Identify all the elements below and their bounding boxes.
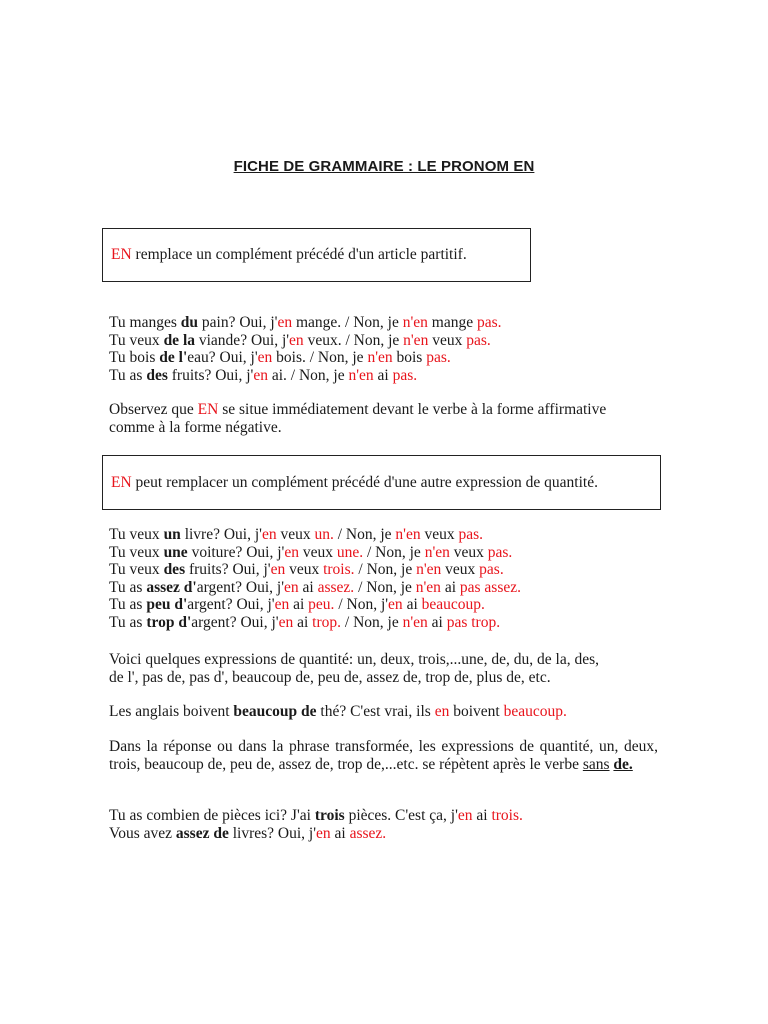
answer-text: ai — [427, 613, 447, 631]
emphasis-sans: sans — [582, 755, 610, 773]
final-examples — [109, 807, 668, 842]
question-text: Tu veux — [109, 561, 164, 579]
answer-text: veux — [276, 526, 315, 543]
question-text: Tu bois — [109, 349, 160, 367]
answer-text: ai — [330, 824, 350, 842]
emphasis-de: de. — [613, 755, 633, 773]
negative-en: n'en — [402, 314, 428, 331]
question-text: livre? Oui, j' — [180, 526, 262, 543]
answer-quantity: un. — [314, 526, 334, 543]
en-pronoun: en — [434, 703, 450, 720]
quantity-expression: trois — [314, 807, 345, 824]
answer-text: ai — [298, 578, 318, 596]
negative-quantity: pas. — [458, 526, 484, 543]
observation-paragraph — [109, 401, 668, 436]
example-line — [109, 825, 668, 843]
answer-text: / Non, je — [333, 526, 396, 543]
answer-text: veux — [298, 543, 337, 561]
answer-text: bois. / Non, je — [272, 349, 368, 367]
partitive-article: de la — [163, 331, 195, 349]
question-text: pain? Oui, j' — [198, 314, 278, 331]
en-pronoun: en — [289, 331, 304, 349]
answer-quantity: peu. — [308, 596, 335, 614]
en-pronoun: en — [278, 613, 294, 631]
en-pronoun: en — [316, 824, 331, 842]
quantity-expression: beaucoup de — [233, 703, 317, 720]
answer-text: bois — [392, 349, 427, 367]
answer-text: veux — [428, 331, 467, 349]
answer-text: ai — [373, 366, 393, 384]
en-keyword: EN — [197, 401, 219, 418]
question-text: Tu as — [109, 596, 147, 614]
example-text: boivent — [449, 703, 504, 720]
anglais-example — [109, 703, 668, 721]
answer-text: ai — [293, 613, 313, 631]
answer-text: / Non, j' — [334, 596, 389, 614]
partitive-article: de l' — [159, 349, 188, 367]
negative-quantity: pas trop. — [446, 613, 501, 631]
answer-text: ai. / Non, je — [267, 366, 349, 384]
example-line — [109, 349, 668, 367]
quantity-expression: assez d' — [146, 578, 197, 596]
example-line — [109, 614, 668, 632]
negative-quantity: beaucoup. — [421, 596, 485, 614]
question-text: Tu veux — [109, 331, 164, 349]
en-keyword: EN — [111, 246, 132, 263]
negative-quantity: pas. — [479, 561, 504, 579]
answer-text: / Non, je — [354, 578, 416, 596]
question-text: Tu as combien de pièces ici? J'ai — [109, 807, 315, 824]
question-text: pièces. C'est ça, j' — [344, 807, 458, 824]
rule-explanation-paragraph — [109, 738, 668, 773]
en-pronoun: en — [270, 561, 286, 579]
negative-en: n'en — [402, 613, 428, 631]
question-text: fruits? Oui, j' — [167, 366, 254, 384]
question-text: Tu veux — [109, 526, 164, 543]
example-line — [109, 332, 668, 350]
answer-quantity: assez. — [317, 578, 355, 596]
negative-en: n'en — [403, 331, 429, 349]
example-text: thé? C'est vrai, ils — [316, 703, 435, 720]
quantity-expressions-paragraph — [109, 651, 668, 686]
paragraph-line: Voici quelques expressions de quantité: un, deux, trois,...une, de, du, de la, des, — [109, 651, 600, 668]
en-pronoun: en — [274, 596, 290, 614]
answer-text: veux — [441, 561, 480, 579]
rule-box-partitive — [102, 228, 531, 282]
answer-text: veux — [420, 526, 459, 543]
quantity-expression: une — [163, 543, 188, 561]
en-keyword: EN — [111, 473, 132, 491]
observation-text: se situe immédiatement devant le verbe à la forme affirmative — [218, 401, 607, 418]
question-text: Tu as — [109, 578, 147, 596]
question-text: argent? Oui, j' — [196, 578, 285, 596]
negative-en: n'en — [395, 526, 421, 543]
example-line — [109, 367, 668, 385]
rule-text: peut remplacer un complément précédé d'une autre expression de quantité. — [131, 473, 598, 491]
en-pronoun: en — [284, 543, 299, 561]
answer-text: mange. / Non, je — [292, 314, 403, 331]
examples-partitive — [109, 314, 668, 384]
rule-box-quantity — [102, 455, 661, 510]
quantity-expression: des — [163, 561, 186, 579]
partitive-article: du — [180, 314, 199, 331]
example-line — [109, 596, 668, 614]
examples-quantity — [109, 526, 668, 632]
quantity-expression: peu d' — [146, 596, 188, 614]
answer-quantity: assez. — [349, 824, 387, 842]
example-line — [109, 544, 668, 562]
en-pronoun: en — [277, 314, 293, 331]
answer-text: ai — [402, 596, 422, 614]
example-text: Les anglais boivent — [109, 703, 234, 720]
answer-quantity: beaucoup. — [503, 703, 567, 720]
answer-text: ai — [440, 578, 460, 596]
answer-text: ai — [472, 807, 492, 824]
question-text: Tu manges — [109, 314, 181, 331]
question-text: viande? Oui, j' — [195, 331, 290, 349]
question-text: fruits? Oui, j' — [185, 561, 271, 579]
negative-en: n'en — [348, 366, 374, 384]
observation-text: Observez que — [109, 401, 198, 418]
example-line — [109, 579, 668, 597]
question-text: voiture? Oui, j' — [187, 543, 285, 561]
quantity-expression: assez de — [175, 824, 229, 842]
negative-en: n'en — [424, 543, 450, 561]
observation-text: comme à la forme négative. — [109, 418, 282, 436]
answer-quantity: trois. — [491, 807, 523, 824]
example-line — [109, 807, 668, 825]
answer-quantity: trop. — [312, 613, 342, 631]
negative-en: n'en — [416, 561, 442, 579]
answer-text: / Non, je — [363, 543, 425, 561]
question-text: Vous avez — [109, 824, 176, 842]
en-pronoun: en — [257, 349, 273, 367]
negation-pas: pas. — [426, 349, 451, 367]
answer-text: / Non, je — [341, 613, 403, 631]
question-text: eau? Oui, j' — [187, 349, 258, 367]
negative-quantity: pas. — [487, 543, 513, 561]
rule-text: remplace un complément précédé d'un article partitif. — [131, 246, 467, 263]
answer-text: veux. / Non, je — [303, 331, 404, 349]
answer-text: veux — [285, 561, 324, 579]
page-title: FICHE DE GRAMMAIRE : LE PRONOM EN — [233, 158, 535, 175]
negative-en: n'en — [415, 578, 441, 596]
answer-text: / Non, je — [354, 561, 417, 579]
en-pronoun: en — [284, 578, 299, 596]
paragraph-text: Dans la réponse ou dans la phrase transformée, les expressions de quantité, un, deux, trois, beaucoup de, peu de, assez de, trop de,...etc. se répètent après le verbe — [109, 738, 658, 773]
negation-pas: pas. — [392, 366, 418, 384]
negation-pas: pas. — [477, 314, 502, 331]
answer-quantity: une. — [336, 543, 364, 561]
answer-quantity: trois. — [323, 561, 355, 579]
quantity-expression: trop d' — [146, 613, 192, 631]
quantity-expression: un — [163, 526, 181, 543]
paragraph-line: de l', pas de, pas d', beaucoup de, peu de, assez de, trop de, plus de, etc. — [109, 668, 551, 686]
partitive-article: des — [146, 366, 168, 384]
example-line — [109, 561, 668, 579]
en-pronoun: en — [261, 526, 277, 543]
question-text: argent? Oui, j' — [191, 613, 279, 631]
en-pronoun: en — [253, 366, 268, 384]
question-text: Tu as — [109, 613, 147, 631]
negative-en: en — [388, 596, 403, 614]
answer-text: mange — [427, 314, 477, 331]
answer-text: veux — [449, 543, 488, 561]
question-text: Tu as — [109, 366, 147, 384]
question-text: livres? Oui, j' — [228, 824, 316, 842]
answer-text: ai — [289, 596, 309, 614]
negation-pas: pas. — [466, 331, 491, 349]
example-line — [109, 314, 668, 332]
question-text: Tu veux — [109, 543, 164, 561]
question-text: argent? Oui, j' — [187, 596, 275, 614]
example-line — [109, 526, 668, 544]
negative-en: n'en — [367, 349, 393, 367]
en-pronoun: en — [457, 807, 473, 824]
negative-quantity: pas assez. — [459, 578, 521, 596]
